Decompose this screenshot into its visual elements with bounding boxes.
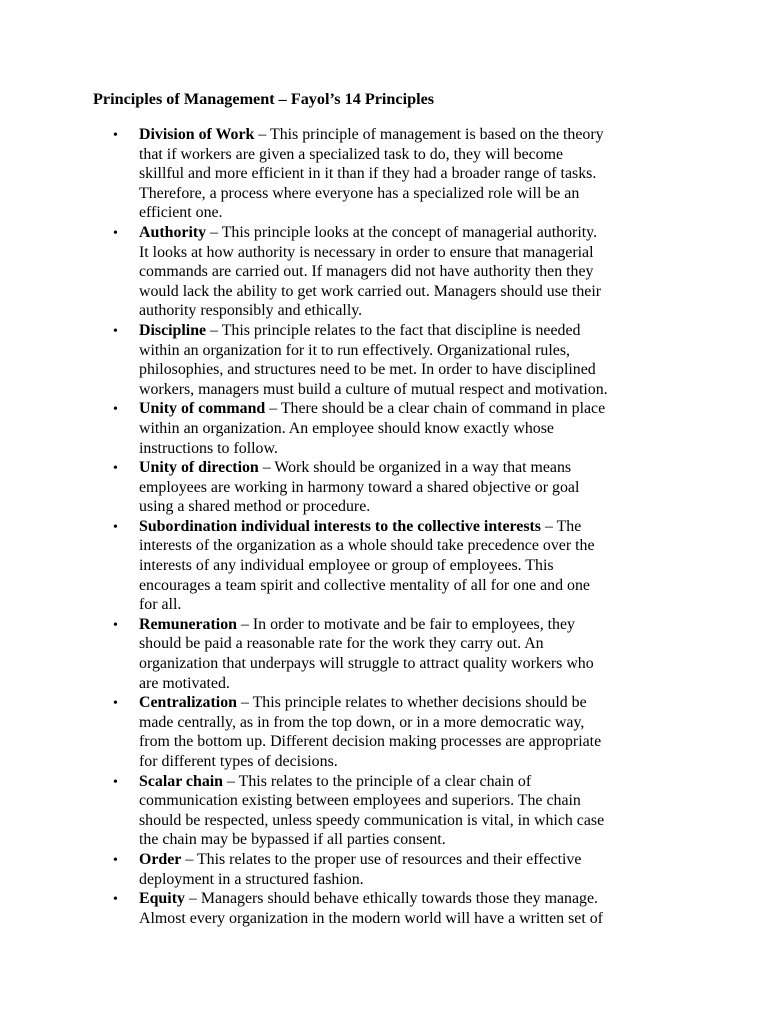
principle-line: from the bottom up. Different decision making processes are appropriate (139, 733, 602, 751)
document-title: Principles of Management – Fayol’s 14 Principles (93, 90, 435, 108)
principle-line: should be respected, unless speedy communication is vital, in which case (139, 811, 605, 829)
bullet-icon: • (113, 852, 118, 868)
principle-first-line (139, 125, 679, 145)
principle-text: – This relates to the proper use of resources and their effective (181, 850, 582, 868)
principle-centralization (0, 693, 679, 771)
principle-text: – There should be a clear chain of command in place (265, 400, 606, 418)
bullet-icon: • (113, 323, 118, 339)
principle-discipline (0, 321, 679, 399)
principle-line: are motivated. (139, 674, 230, 692)
principle-line: instructions to follow. (139, 439, 278, 457)
principle-equity (0, 889, 679, 928)
principle-text: – Managers should behave ethically towards those they manage. (184, 890, 598, 908)
principle-line: should be paid a reasonable rate for the work they carry out. An (139, 635, 544, 653)
principle-line: using a shared method or procedure. (139, 498, 371, 516)
principle-line: Therefore, a process where everyone has a specialized role will be an (139, 184, 580, 202)
principle-term: Remuneration (139, 615, 237, 633)
principle-text: – This relates to the principle of a clear chain of (223, 772, 532, 790)
principle-order (0, 850, 679, 889)
bullet-icon: • (113, 617, 118, 633)
principle-text: – This principle looks at the concept of managerial authority. (206, 223, 598, 241)
principle-text: – This principle relates to whether decisions should be (236, 694, 587, 712)
principle-text: – In order to motivate and be fair to employees, they (236, 615, 575, 633)
principle-term: Equity (139, 890, 185, 908)
principle-line: for all. (139, 596, 182, 614)
principle-line: skillful and more efficient in it than if they had a broader range of tasks. (139, 165, 597, 183)
principle-authority (0, 223, 679, 321)
principle-term: Centralization (139, 694, 237, 712)
principle-line: deployment in a structured fashion. (139, 870, 364, 888)
bullet-icon: • (113, 461, 118, 477)
principle-division-of-work (0, 125, 679, 223)
principle-line: workers, managers must build a culture of mutual respect and motivation. (139, 380, 608, 398)
principle-term: Division of Work (139, 126, 255, 143)
bullet-icon: • (113, 892, 118, 908)
principle-term: Scalar chain (139, 772, 224, 790)
bullet-icon: • (113, 696, 118, 712)
principle-text: – The (540, 517, 582, 535)
principle-line: It looks at how authority is necessary in order to ensure that managerial (139, 243, 594, 261)
principles-list (0, 125, 768, 928)
principle-first-line (139, 458, 679, 478)
bullet-icon: • (113, 402, 118, 418)
principle-first-line (139, 399, 679, 419)
principle-remuneration (0, 615, 679, 693)
bullet-icon: • (113, 128, 118, 143)
principle-line: efficient one. (139, 204, 223, 222)
principle-first-line (139, 772, 679, 792)
principle-text: – This principle of management is based on the theory (254, 126, 604, 143)
principle-line: Almost every organization in the modern world will have a written set of (139, 909, 603, 927)
bullet-icon: • (113, 519, 118, 535)
principle-term: Authority (139, 223, 207, 241)
principle-first-line (139, 223, 679, 243)
bullet-icon: • (113, 774, 118, 790)
principle-scalar-chain (0, 772, 679, 850)
principle-first-line (139, 889, 679, 909)
principle-line: interests of any individual employee or group of employees. This (139, 557, 554, 575)
principle-term: Unity of command (139, 400, 266, 418)
principle-term: Unity of direction (139, 459, 259, 477)
principle-line: authority responsibly and ethically. (139, 302, 363, 320)
principle-term: Discipline (139, 321, 207, 339)
principle-line: encourages a team spirit and collective mentality of all for one and one (139, 576, 590, 594)
principle-line: communication existing between employees and superiors. The chain (139, 792, 581, 810)
principle-line: within an organization for it to run effectively. Organizational rules, (139, 341, 570, 359)
principle-term: Order (139, 850, 182, 868)
principle-line: organization that underpays will struggle to attract quality workers who (139, 655, 594, 673)
principle-text: – Work should be organized in a way that means (258, 459, 572, 477)
principle-text: – This principle relates to the fact that discipline is needed (206, 321, 581, 339)
principle-first-line (139, 850, 679, 870)
principle-line: commands are carried out. If managers did not have authority then they (139, 263, 594, 281)
principle-first-line (139, 321, 679, 341)
principle-line: within an organization. An employee should know exactly whose (139, 419, 554, 437)
bullet-icon: • (113, 225, 118, 241)
principle-first-line (139, 517, 679, 537)
principle-line: made centrally, as in from the top down, or in a more democratic way, (139, 713, 585, 731)
principle-unity-of-command (0, 399, 679, 458)
principle-line: would lack the ability to get work carried out. Managers should use their (139, 282, 602, 300)
principle-unity-of-direction (0, 458, 679, 517)
principle-line: that if workers are given a specialized task to do, they will become (139, 145, 564, 163)
principle-first-line (139, 615, 679, 635)
principle-line: philosophies, and structures need to be met. In order to have disciplined (139, 361, 596, 379)
principle-line: for different types of decisions. (139, 753, 338, 770)
principle-line: interests of the organization as a whole should take precedence over the (139, 537, 595, 555)
principle-line: the chain may be bypassed if all parties consent. (139, 831, 446, 849)
principle-subordination (0, 517, 679, 615)
principle-first-line (139, 693, 679, 713)
principle-term: Subordination individual interests to the collective interests (139, 517, 541, 535)
principle-line: employees are working in harmony toward a shared objective or goal (139, 478, 580, 496)
